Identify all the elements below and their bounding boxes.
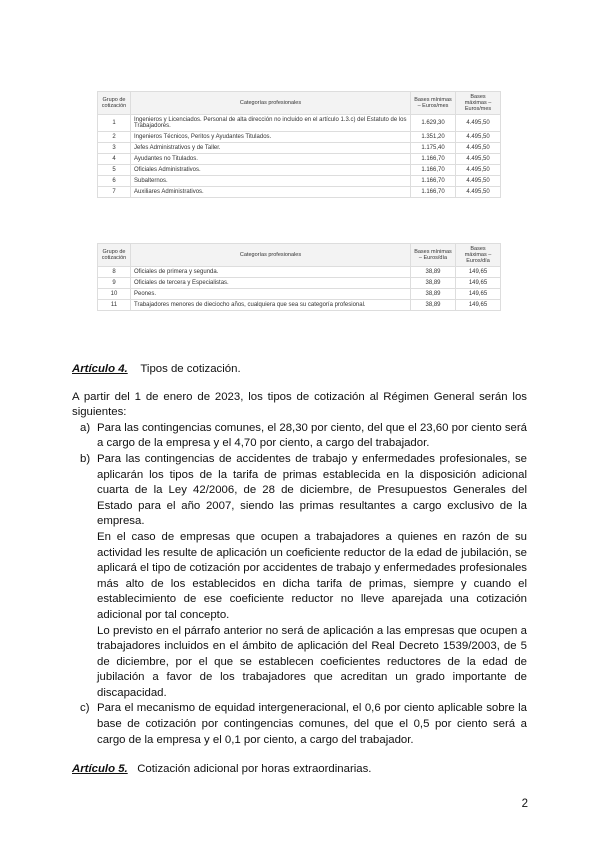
category-cell: Oficiales Administrativos. (131, 165, 411, 176)
min-base-cell: 1.629,30 (411, 115, 456, 132)
list-item (80, 701, 527, 748)
min-base-cell: 38,89 (411, 267, 456, 278)
max-base-cell: 4.495,50 (456, 132, 501, 143)
category-cell: Peones. (131, 289, 411, 300)
table-row (98, 154, 501, 165)
max-base-cell: 4.495,50 (456, 187, 501, 198)
article-4-heading (72, 362, 527, 378)
contribution-bases-table-daily (97, 243, 501, 311)
min-base-cell: 1.166,70 (411, 176, 456, 187)
column-header: Bases máximas – Euros/día (456, 244, 501, 267)
item-paragraph: Para el mecanismo de equidad intergeneracional, el 0,6 por ciento aplicable sobre la base de cotización por contingencias comunes, del que el 0,5 por ciento será a cargo de la empresa y el 0,1 por ciento, a cargo del trabajador. (97, 702, 527, 746)
max-base-cell: 4.495,50 (456, 154, 501, 165)
group-cell: 10 (98, 289, 131, 300)
category-cell: Ingenieros y Licenciados. Personal de alta dirección no incluido en el artículo 1.3.c) del Estatuto de los Trabajadores. (131, 115, 411, 132)
header-row (98, 92, 501, 115)
min-base-cell: 38,89 (411, 278, 456, 289)
group-cell: 11 (98, 300, 131, 311)
item-label: a) (80, 421, 91, 434)
table-row (98, 300, 501, 311)
category-cell: Ingenieros Técnicos, Peritos y Ayudantes Titulados. (131, 132, 411, 143)
article-5-heading (72, 762, 527, 778)
document-body (72, 362, 527, 790)
min-base-cell: 1.166,70 (411, 154, 456, 165)
column-header: Bases máximas – Euros/mes (456, 92, 501, 115)
table-row (98, 132, 501, 143)
rates-list (72, 421, 527, 748)
group-cell: 6 (98, 176, 131, 187)
min-base-cell: 1.166,70 (411, 187, 456, 198)
min-base-cell: 1.175,40 (411, 143, 456, 154)
group-cell: 8 (98, 267, 131, 278)
min-base-cell: 1.351,20 (411, 132, 456, 143)
min-base-cell: 38,89 (411, 289, 456, 300)
article-label: Artículo 5. (72, 763, 128, 776)
item-paragraph: En el caso de empresas que ocupen a trabajadores a quienes en razón de su actividad les resulte de aplicación un coeficiente reductor de la edad de jubilación, se aplicará el tipo de cotización por accidentes de trabajo y enfermedades profesionales más alto de los establecidos en dicha tarifa de primas, siempre y cuando el establecimiento de ese coeficiente reductor no lleve aparejada una cotización adicional por tal concepto. (97, 530, 527, 621)
group-cell: 5 (98, 165, 131, 176)
list-item (80, 421, 527, 452)
article-label: Artículo 4. (72, 363, 128, 375)
group-cell: 7 (98, 187, 131, 198)
column-header: Bases mínimas – Euros/día (411, 244, 456, 267)
max-base-cell: 149,65 (456, 267, 501, 278)
item-paragraph: Para las contingencias comunes, el 28,30 por ciento, del que el 23,60 por ciento será a cargo de la empresa y el 4,70 por ciento, a cargo del trabajador. (97, 421, 527, 450)
item-label: b) (80, 452, 91, 465)
item-label: c) (80, 702, 90, 715)
article-title: Tipos de cotización. (140, 363, 241, 375)
column-header: Categorías profesionales (131, 92, 411, 115)
group-cell: 1 (98, 115, 131, 132)
table-row (98, 267, 501, 278)
group-cell: 9 (98, 278, 131, 289)
contribution-bases-table-monthly (97, 91, 501, 198)
category-cell: Subalternos. (131, 176, 411, 187)
table-row (98, 278, 501, 289)
list-item (80, 452, 527, 702)
max-base-cell: 149,65 (456, 289, 501, 300)
column-header: Grupo de cotización (98, 92, 131, 115)
category-cell: Auxiliares Administrativos. (131, 187, 411, 198)
max-base-cell: 149,65 (456, 278, 501, 289)
article-title: Cotización adicional por horas extraordinarias. (137, 763, 372, 776)
max-base-cell: 4.495,50 (456, 115, 501, 132)
min-base-cell: 1.166,70 (411, 165, 456, 176)
column-header: Categorías profesionales (131, 244, 411, 267)
max-base-cell: 4.495,50 (456, 165, 501, 176)
table-row (98, 115, 501, 132)
item-paragraph: Lo previsto en el párrafo anterior no será de aplicación a las empresas que ocupen a trabajadores incluidos en el ámbito de aplicación del Real Decreto 1539/2003, de 5 de diciembre, por el que se establecen coeficientes reductores de la edad de jubilación a favor de los trabajadores que acreditan un grado importante de discapacidad. (97, 624, 527, 699)
max-base-cell: 4.495,50 (456, 176, 501, 187)
max-base-cell: 149,65 (456, 300, 501, 311)
group-cell: 2 (98, 132, 131, 143)
min-base-cell: 38,89 (411, 300, 456, 311)
table-row (98, 176, 501, 187)
category-cell: Ayudantes no Titulados. (131, 154, 411, 165)
table-row (98, 165, 501, 176)
category-cell: Oficiales de tercera y Especialistas. (131, 278, 411, 289)
page-number: 2 (521, 798, 528, 810)
header-row (98, 244, 501, 267)
category-cell: Oficiales de primera y segunda. (131, 267, 411, 278)
category-cell: Trabajadores menores de dieciocho años, cualquiera que sea su categoría profesional. (131, 300, 411, 311)
max-base-cell: 4.495,50 (456, 143, 501, 154)
item-paragraph: Para las contingencias de accidentes de trabajo y enfermedades profesionales, se aplicarán los tipos de la tarifa de primas establecida en la disposición adicional cuarta de la Ley 42/2006, de 28 de diciembre, de Presupuestos Generales del Estado para el año 2007, siendo las primas resultantes a cargo exclusivo de la empresa. (97, 452, 527, 528)
intro-paragraph: A partir del 1 de enero de 2023, los tipos de cotización al Régimen General serán los siguientes: (72, 390, 527, 419)
group-cell: 3 (98, 143, 131, 154)
column-header: Bases mínimas – Euros/mes (411, 92, 456, 115)
category-cell: Jefes Administrativos y de Taller. (131, 143, 411, 154)
table-row (98, 143, 501, 154)
group-cell: 4 (98, 154, 131, 165)
column-header: Grupo de cotización (98, 244, 131, 267)
table-row (98, 289, 501, 300)
table-row (98, 187, 501, 198)
